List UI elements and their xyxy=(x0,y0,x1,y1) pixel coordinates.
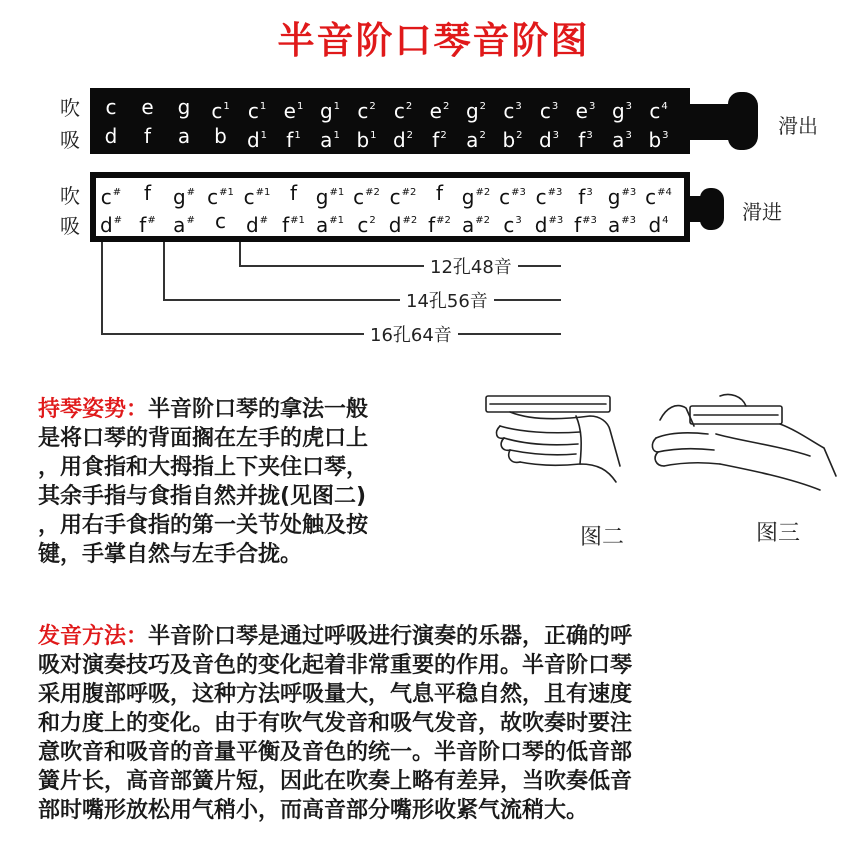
note-mark: 4 xyxy=(661,101,668,112)
note-letter: c xyxy=(207,185,219,209)
note-letter: f xyxy=(578,128,586,152)
note-mark: # xyxy=(113,215,123,226)
note-letter: c xyxy=(247,99,259,123)
note-mark: 1 xyxy=(370,130,377,141)
bottom-draw-note-1 xyxy=(93,210,129,236)
note-letter: c xyxy=(393,99,405,123)
range-14-label: 14孔56音 xyxy=(400,287,494,313)
slide-out-label: 滑出 xyxy=(778,114,818,138)
note-mark: 3 xyxy=(515,101,522,112)
harmonica-mouthpiece-top xyxy=(686,104,732,140)
note-letter: g xyxy=(172,185,186,209)
note-letter: a xyxy=(173,213,186,237)
note-letter: g xyxy=(465,99,479,123)
note-mark: 1 xyxy=(260,130,268,141)
holding-line-2: ，用食指和大拇指上下夹住口琴， xyxy=(38,455,369,480)
range-16-label: 16孔64音 xyxy=(364,321,458,347)
note-mark: #3 xyxy=(511,187,526,198)
top-draw-note-6 xyxy=(276,125,312,151)
note-letter: d xyxy=(388,213,402,237)
top-blow-note-6 xyxy=(276,96,312,122)
top-blow-note-15 xyxy=(604,96,640,122)
bottom-draw-note-3 xyxy=(166,210,202,236)
top-draw-note-12 xyxy=(495,125,531,151)
top-blow-note-7 xyxy=(312,96,348,122)
note-letter: a xyxy=(461,213,475,237)
sound-heading: 发音方法： xyxy=(38,624,149,649)
top-draw-note-9 xyxy=(385,125,421,151)
note-mark: # xyxy=(147,215,156,226)
top-draw-note-15 xyxy=(604,125,640,151)
note-letter: d xyxy=(534,213,548,237)
top-blow-note-1 xyxy=(93,96,129,118)
top-draw-note-13 xyxy=(531,125,567,151)
top-draw-note-4 xyxy=(203,125,239,147)
note-letter: g xyxy=(607,185,621,209)
note-mark: 1 xyxy=(296,101,304,112)
note-letter: a xyxy=(612,128,625,152)
note-mark: #3 xyxy=(548,215,564,226)
bottom-blow-note-11 xyxy=(458,182,494,208)
note-letter: c xyxy=(503,99,515,123)
top-draw-note-10 xyxy=(422,125,458,151)
sound-paragraph xyxy=(38,622,632,825)
bottom-blow-note-16 xyxy=(641,182,677,208)
note-mark: 3 xyxy=(551,101,559,112)
bottom-draw-note-10 xyxy=(422,210,458,236)
note-mark: # xyxy=(259,215,269,226)
note-letter: b xyxy=(502,128,516,152)
note-mark: #3 xyxy=(582,215,597,226)
bottom-blow-note-1 xyxy=(93,182,129,208)
note-letter: d xyxy=(538,128,552,152)
note-letter: f xyxy=(435,181,444,205)
note-letter: c xyxy=(100,185,112,209)
note-mark: #3 xyxy=(621,187,637,198)
sound-line-3: 和力度上的变化。由于有吹气发音和吸气发音，故吹奏时要注 xyxy=(38,711,633,736)
bottom-blow-note-4 xyxy=(203,182,239,208)
note-mark: 3 xyxy=(588,101,596,112)
note-mark: # xyxy=(186,187,196,198)
top-draw-note-7 xyxy=(312,125,348,151)
note-mark: 1 xyxy=(223,101,230,112)
note-letter: c xyxy=(211,99,223,123)
slide-button-top xyxy=(728,92,758,150)
bottom-blow-note-8 xyxy=(349,182,385,208)
top-draw-note-16 xyxy=(641,125,677,151)
note-mark: 2 xyxy=(516,130,523,141)
note-mark: #2 xyxy=(365,187,380,198)
note-letter: c xyxy=(649,99,661,123)
slide-button-bottom xyxy=(700,188,724,230)
note-letter: c xyxy=(353,185,365,209)
range-12-label: 12孔48音 xyxy=(424,253,518,279)
note-mark: #2 xyxy=(475,187,491,198)
bottom-draw-note-6 xyxy=(276,210,312,236)
note-mark: #1 xyxy=(290,215,305,226)
note-mark: #1 xyxy=(329,215,344,226)
range-16-vertical xyxy=(101,242,103,334)
holding-heading: 持琴姿势： xyxy=(38,397,149,422)
draw-label-bottom: 吸 xyxy=(60,214,80,238)
holding-line-5: 键，手掌自然与左手合拢。 xyxy=(38,542,303,567)
bottom-draw-note-5 xyxy=(239,210,275,236)
range-16-horizontal xyxy=(101,333,561,335)
note-letter: c xyxy=(243,185,255,209)
note-mark: 1 xyxy=(333,130,340,141)
range-12-vertical xyxy=(239,242,241,266)
bottom-blow-note-7 xyxy=(312,182,348,208)
note-letter: b xyxy=(356,128,370,152)
note-mark: #2 xyxy=(401,187,417,198)
bottom-blow-note-6 xyxy=(276,182,312,204)
bottom-blow-note-3 xyxy=(166,182,202,208)
top-blow-note-4 xyxy=(203,96,239,122)
top-blow-note-9 xyxy=(385,96,421,122)
note-letter: f xyxy=(143,181,152,205)
page-title: 半音阶口琴音阶图 xyxy=(277,19,590,62)
note-mark: #3 xyxy=(621,215,636,226)
note-mark: #2 xyxy=(475,215,490,226)
top-blow-note-10 xyxy=(422,96,458,122)
note-mark: 3 xyxy=(625,101,633,112)
note-letter: e xyxy=(141,95,154,119)
note-mark: 3 xyxy=(586,130,593,141)
note-mark: 2 xyxy=(440,130,447,141)
sound-line-6: 部时嘴形放松用气稍小，而高音部分嘴形收紧气流稍大。 xyxy=(38,798,589,823)
note-mark: 3 xyxy=(552,130,560,141)
note-letter: g xyxy=(319,99,333,123)
blow-label-top: 吹 xyxy=(60,96,80,120)
note-letter: f xyxy=(143,124,152,148)
note-letter: c xyxy=(535,185,547,209)
note-letter: e xyxy=(429,99,442,123)
note-letter: d xyxy=(99,213,113,237)
note-mark: 2 xyxy=(442,101,450,112)
note-letter: f xyxy=(578,185,586,209)
bottom-blow-note-14 xyxy=(568,182,604,208)
top-blow-note-8 xyxy=(349,96,385,122)
bottom-blow-note-10 xyxy=(422,182,458,204)
note-mark: 3 xyxy=(625,130,632,141)
holding-paragraph xyxy=(38,395,368,569)
note-letter: d xyxy=(104,124,118,148)
range-14-horizontal xyxy=(163,299,561,301)
note-letter: b xyxy=(648,128,662,152)
top-blow-note-2 xyxy=(130,96,166,118)
holding-line-1: 是将口琴的背面搁在左手的虎口上 xyxy=(38,426,369,451)
note-mark: 2 xyxy=(369,101,376,112)
note-letter: f xyxy=(574,213,582,237)
note-letter: d xyxy=(245,213,259,237)
note-letter: a xyxy=(320,128,333,152)
note-mark: 1 xyxy=(333,101,341,112)
bottom-draw-note-7 xyxy=(312,210,348,236)
note-letter: f xyxy=(286,128,294,152)
note-mark: #1 xyxy=(255,187,271,198)
top-blow-note-12 xyxy=(495,96,531,122)
bottom-draw-note-16 xyxy=(641,210,677,236)
note-mark: 2 xyxy=(369,215,376,226)
note-letter: c xyxy=(499,185,511,209)
top-draw-note-2 xyxy=(130,125,166,147)
slide-in-label: 滑进 xyxy=(742,200,782,224)
bottom-draw-note-13 xyxy=(531,210,567,236)
note-letter: b xyxy=(214,124,227,148)
note-letter: f xyxy=(139,213,147,237)
bottom-blow-note-5 xyxy=(239,182,275,208)
note-letter: c xyxy=(215,209,226,233)
note-letter: g xyxy=(315,185,329,209)
note-letter: d xyxy=(246,128,260,152)
top-draw-note-5 xyxy=(239,125,275,151)
top-blow-note-13 xyxy=(531,96,567,122)
top-blow-note-5 xyxy=(239,96,275,122)
note-letter: c xyxy=(357,213,369,237)
range-14-vertical xyxy=(163,242,165,300)
note-letter: a xyxy=(466,128,479,152)
note-mark: 4 xyxy=(662,215,669,226)
note-letter: c xyxy=(389,185,401,209)
note-letter: a xyxy=(607,213,621,237)
top-blow-note-3 xyxy=(166,96,202,118)
note-mark: # xyxy=(186,215,195,226)
bottom-blow-note-15 xyxy=(604,182,640,208)
note-letter: c xyxy=(503,213,515,237)
figure-2-caption: 图二 xyxy=(580,525,625,550)
note-mark: #2 xyxy=(402,215,418,226)
note-letter: c xyxy=(357,99,369,123)
bottom-draw-note-12 xyxy=(495,210,531,236)
note-mark: #2 xyxy=(436,215,451,226)
bottom-draw-note-2 xyxy=(130,210,166,236)
holding-line-3: 其余手指与食指自然并拢(见图二) xyxy=(38,484,367,509)
sound-line-1: 吸对演奏技巧及音色的变化起着非常重要的作用。半音阶口琴 xyxy=(38,653,633,678)
note-mark: 3 xyxy=(586,187,593,198)
note-mark: 1 xyxy=(294,130,301,141)
note-mark: #4 xyxy=(657,187,672,198)
figure-3-caption: 图三 xyxy=(756,521,801,546)
note-letter: f xyxy=(432,128,440,152)
note-letter: g xyxy=(611,99,625,123)
note-letter: a xyxy=(177,124,191,148)
note-mark: #1 xyxy=(219,187,234,198)
bottom-draw-note-15 xyxy=(604,210,640,236)
note-letter: f xyxy=(428,213,436,237)
note-mark: 2 xyxy=(406,130,414,141)
bottom-draw-note-14 xyxy=(568,210,604,236)
bottom-blow-note-2 xyxy=(130,182,166,204)
bottom-draw-note-9 xyxy=(385,210,421,236)
note-letter: g xyxy=(177,95,191,119)
note-mark: 2 xyxy=(405,101,413,112)
blow-label-bottom: 吹 xyxy=(60,184,80,208)
sound-line-5: 簧片长，高音部簧片短，因此在吹奏上略有差异，当吹奏低音 xyxy=(38,769,633,794)
note-mark: #1 xyxy=(329,187,345,198)
top-draw-note-1 xyxy=(93,125,129,147)
note-letter: c xyxy=(105,95,117,119)
top-draw-note-3 xyxy=(166,125,202,147)
note-letter: e xyxy=(575,99,588,123)
note-mark: 2 xyxy=(479,130,486,141)
note-letter: g xyxy=(461,185,475,209)
holding-line-4: ，用右手食指的第一关节处触及按 xyxy=(38,513,369,538)
sound-line-2: 采用腹部呼吸，这种方法呼吸量大，气息平稳自然，且有速度 xyxy=(38,682,633,707)
note-mark: 2 xyxy=(479,101,487,112)
note-mark: #3 xyxy=(547,187,563,198)
note-letter: d xyxy=(648,213,662,237)
sound-line-4: 意吹音和吸音的音量平衡及音色的统一。半音阶口琴的低音部 xyxy=(38,740,633,765)
note-mark: # xyxy=(112,187,122,198)
note-mark: 3 xyxy=(515,215,522,226)
sound-line-0: 半音阶口琴是通过呼吸进行演奏的乐器，正确的呼 xyxy=(148,624,633,649)
bottom-blow-note-9 xyxy=(385,182,421,208)
note-letter: f xyxy=(289,181,298,205)
note-letter: c xyxy=(645,185,657,209)
note-letter: c xyxy=(539,99,551,123)
top-blow-note-16 xyxy=(641,96,677,122)
bottom-blow-note-13 xyxy=(531,182,567,208)
top-blow-note-11 xyxy=(458,96,494,122)
bottom-blow-note-12 xyxy=(495,182,531,208)
top-draw-note-11 xyxy=(458,125,494,151)
holding-line-0: 半音阶口琴的拿法一般 xyxy=(148,397,369,422)
bottom-draw-note-11 xyxy=(458,210,494,236)
bottom-draw-note-8 xyxy=(349,210,385,236)
note-mark: 1 xyxy=(259,101,267,112)
top-blow-note-14 xyxy=(568,96,604,122)
note-mark: 3 xyxy=(662,130,669,141)
top-draw-note-8 xyxy=(349,125,385,151)
note-letter: e xyxy=(283,99,296,123)
draw-label-top: 吸 xyxy=(60,128,80,152)
note-letter: a xyxy=(315,213,329,237)
note-letter: f xyxy=(282,213,290,237)
bottom-draw-note-4 xyxy=(203,210,239,232)
top-draw-note-14 xyxy=(568,125,604,151)
note-letter: d xyxy=(392,128,406,152)
